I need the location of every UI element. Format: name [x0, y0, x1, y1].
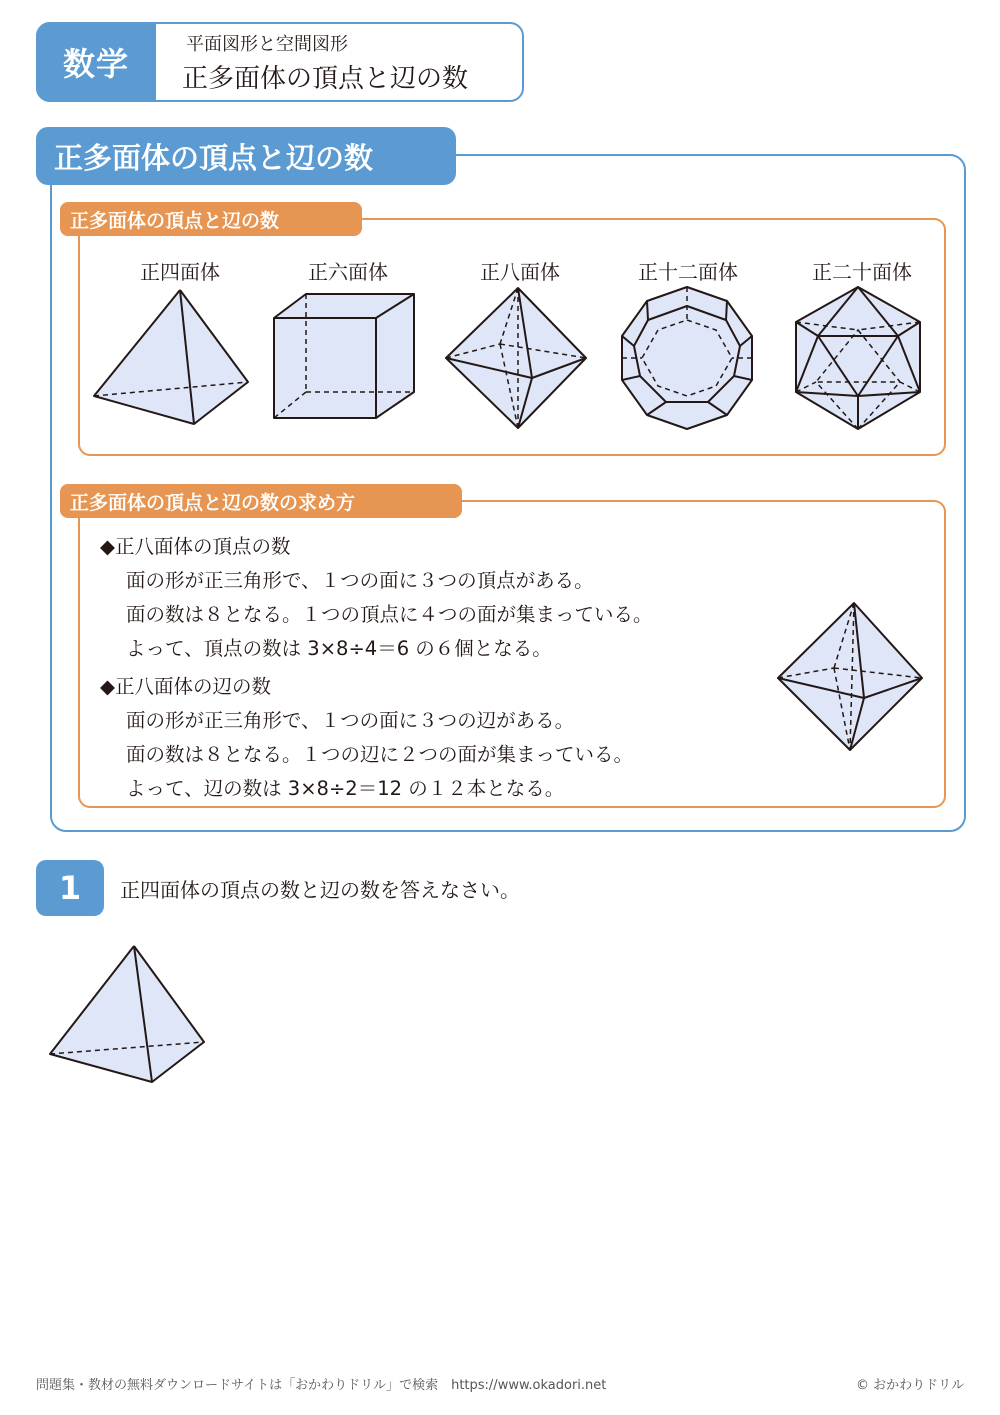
question-tetrahedron-figure — [44, 940, 210, 1088]
subject-badge: 数学 — [36, 22, 156, 102]
octahedron-figure — [442, 284, 590, 432]
section-title: 正多面体の頂点と辺の数 — [36, 127, 456, 185]
category-label: 平面図形と空間図形 — [186, 34, 348, 55]
question-text: 正四面体の頂点の数と辺の数を答えなさい。 — [120, 878, 520, 902]
edges-line: 面の形が正三角形で、１つの面に３つの辺がある。 — [126, 709, 575, 732]
label-hexahedron: 正六面体 — [308, 260, 388, 284]
footer-copyright: © おかわりドリル — [856, 1378, 965, 1393]
edges-line: よって、辺の数は 3×8÷2＝12 の１２本となる。 — [126, 777, 565, 800]
label-icosahedron: 正二十面体 — [812, 260, 912, 284]
question-number: 1 — [36, 860, 104, 916]
icosahedron-figure — [788, 284, 928, 432]
vertices-line: 面の数は８となる。１つの頂点に４つの面が集まっている。 — [126, 603, 653, 626]
label-dodecahedron: 正十二面体 — [638, 260, 738, 284]
page-title: 正多面体の頂点と辺の数 — [182, 64, 469, 94]
method-text — [100, 530, 653, 806]
method-box-title: 正多面体の頂点と辺の数の求め方 — [60, 484, 462, 518]
edges-heading: ◆正八面体の辺の数 — [100, 675, 271, 698]
method-octahedron-figure — [774, 600, 926, 754]
tetrahedron-figure — [88, 284, 258, 430]
hexahedron-figure — [268, 288, 420, 424]
dodecahedron-figure — [614, 284, 760, 432]
label-octahedron: 正八面体 — [480, 260, 560, 284]
vertices-line: よって、頂点の数は 3×8÷4＝6 の６個となる。 — [126, 637, 552, 660]
label-tetrahedron: 正四面体 — [140, 260, 220, 284]
solids-box-title: 正多面体の頂点と辺の数 — [60, 202, 362, 236]
edges-line: 面の数は８となる。１つの辺に２つの面が集まっている。 — [126, 743, 634, 766]
vertices-line: 面の形が正三角形で、１つの面に３つの頂点がある。 — [126, 569, 594, 592]
footer-note: 問題集・教材の無料ダウンロードサイトは「おかわりドリル」で検索 https://www.okadori.net — [36, 1378, 607, 1393]
vertices-heading: ◆正八面体の頂点の数 — [100, 535, 291, 558]
